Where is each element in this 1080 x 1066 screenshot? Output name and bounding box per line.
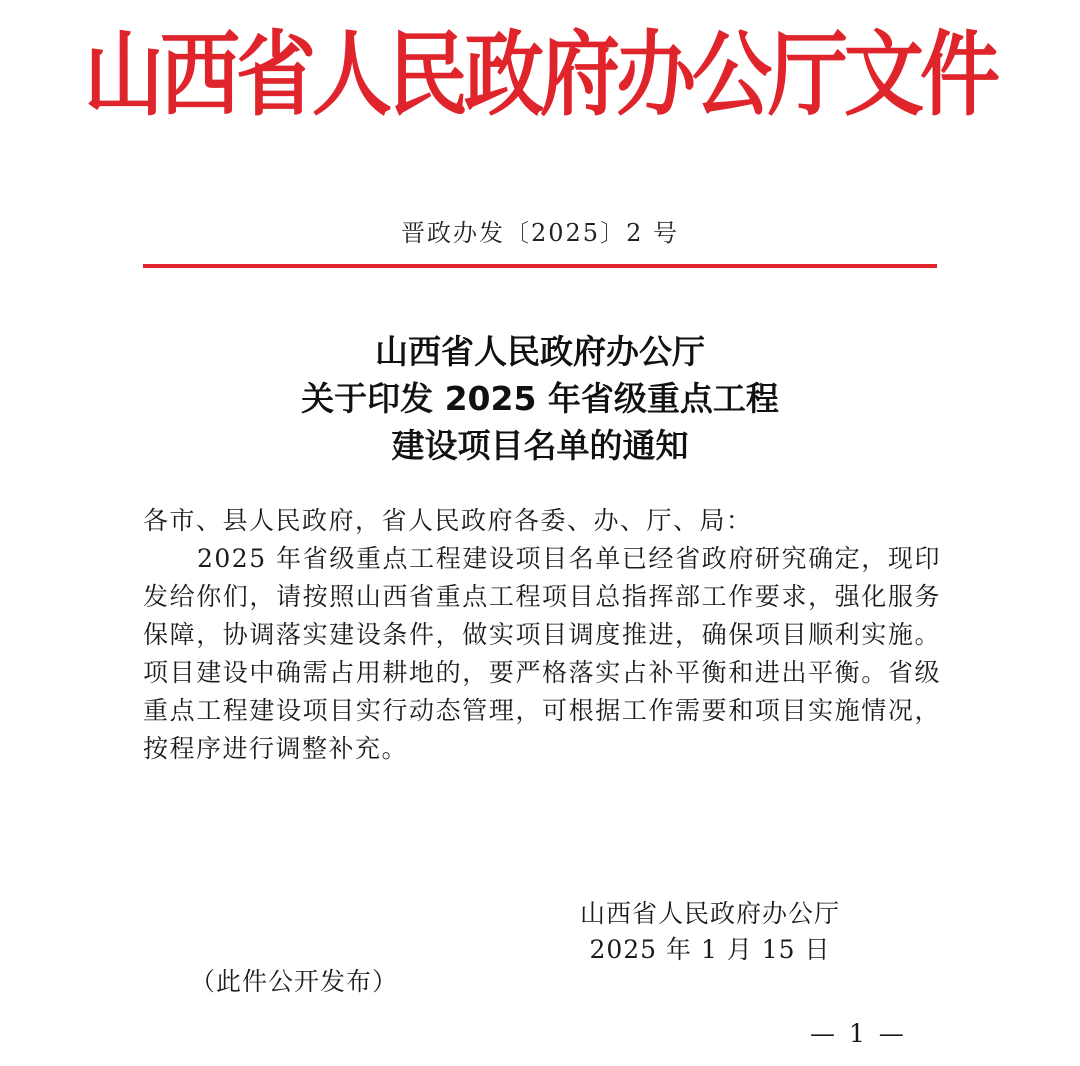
title-line-2: 关于印发 2025 年省级重点工程 <box>301 379 779 418</box>
page-number: — 1 — <box>810 1019 907 1048</box>
red-divider-line <box>143 264 937 268</box>
issue-date: 2025 年 1 月 15 日 <box>589 935 831 964</box>
disclosure-note: （此件公开发布） <box>190 967 399 996</box>
title-line-3: 建设项目名单的通知 <box>391 426 689 465</box>
body-paragraph: 2025 年省级重点工程建设项目名单已经省政府研究确定，现印发给你们，请按照山西省重点工程项目总指挥部工作要求，强化服务保障，协调落实建设条件，做实项目调度推进，确保项目顺利实施。项目建设中确需占用耕地的，要严格落实占补平衡和进出平衡。省级重点工程建设项目实行动态管理，可根据工作需要和项目实施情况，按程序进行调整补充。 <box>143 544 941 763</box>
title-line-1: 山西省人民政府办公厅 <box>375 332 705 371</box>
document-number: 晋政办发〔2025〕2 号 <box>401 219 679 247</box>
document-title <box>0 328 1080 469</box>
issuer-name: 山西省人民政府办公厅 <box>579 899 840 928</box>
signature-block <box>560 896 860 968</box>
document-masthead: 山西省人民政府办公厅文件 <box>84 21 996 129</box>
document-body <box>143 502 941 768</box>
salutation: 各市、县人民政府，省人民政府各委、办、厅、局： <box>143 506 753 535</box>
